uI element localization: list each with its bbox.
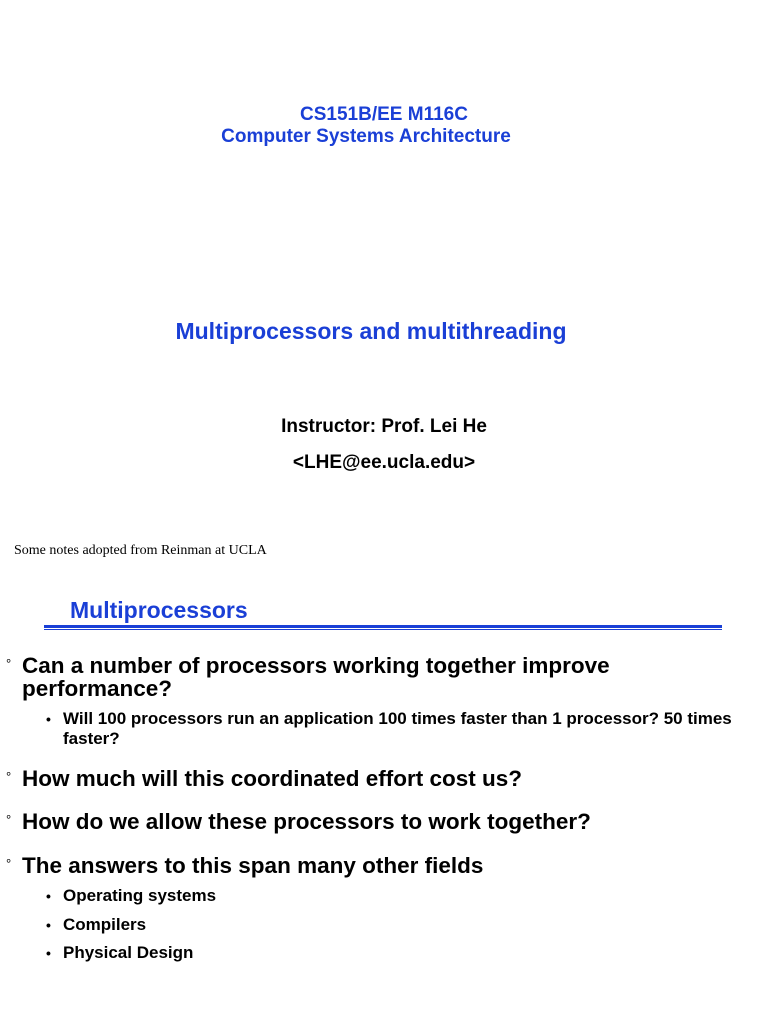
course-code: CS151B/EE M116C bbox=[300, 104, 468, 125]
sub-bullet-text: Operating systems bbox=[63, 886, 217, 905]
bullet-text: How do we allow these processors to work together? bbox=[22, 809, 591, 834]
sub-bullet-marker: • bbox=[46, 888, 51, 904]
sub-bullet-marker: • bbox=[46, 711, 51, 727]
sub-bullet-item bbox=[46, 709, 746, 751]
attribution-note: Some notes adopted from Reinman at UCLA bbox=[14, 543, 267, 558]
sub-bullet-text: Compilers bbox=[63, 915, 147, 934]
title-underline bbox=[44, 625, 722, 628]
title-underline-secondary bbox=[44, 629, 722, 630]
bullet-marker: ° bbox=[6, 769, 12, 784]
slide-title: Multiprocessors bbox=[70, 597, 248, 623]
bullet-item bbox=[6, 810, 746, 834]
sub-bullet-item bbox=[46, 943, 746, 963]
sub-bullet-marker: • bbox=[46, 917, 51, 933]
bullet-text: How much will this coordinated effort cost us? bbox=[22, 766, 523, 791]
sub-bullet-text: Physical Design bbox=[63, 943, 194, 962]
bullet-item bbox=[6, 654, 746, 702]
lecture-title: Multiprocessors and multithreading bbox=[175, 318, 567, 344]
bullet-item bbox=[6, 854, 746, 878]
sub-bullet-text: Will 100 processors run an application 100 times faster than 1 processor? 50 times faster? bbox=[63, 709, 732, 748]
bullet-marker: ° bbox=[6, 812, 12, 827]
bullet-text: The answers to this span many other fields bbox=[22, 853, 484, 878]
course-name: Computer Systems Architecture bbox=[221, 126, 511, 147]
bullet-marker: ° bbox=[6, 656, 12, 671]
sub-bullet-item bbox=[46, 915, 746, 935]
sub-bullet-marker: • bbox=[46, 945, 51, 961]
instructor-line: Instructor: Prof. Lei He bbox=[281, 416, 487, 437]
bullet-marker: ° bbox=[6, 856, 12, 871]
bullet-item bbox=[6, 767, 746, 791]
sub-bullet-item bbox=[46, 886, 746, 906]
bullet-text: Can a number of processors working together improve performance? bbox=[22, 653, 610, 701]
instructor-email: <LHE@ee.ucla.edu> bbox=[292, 452, 476, 473]
